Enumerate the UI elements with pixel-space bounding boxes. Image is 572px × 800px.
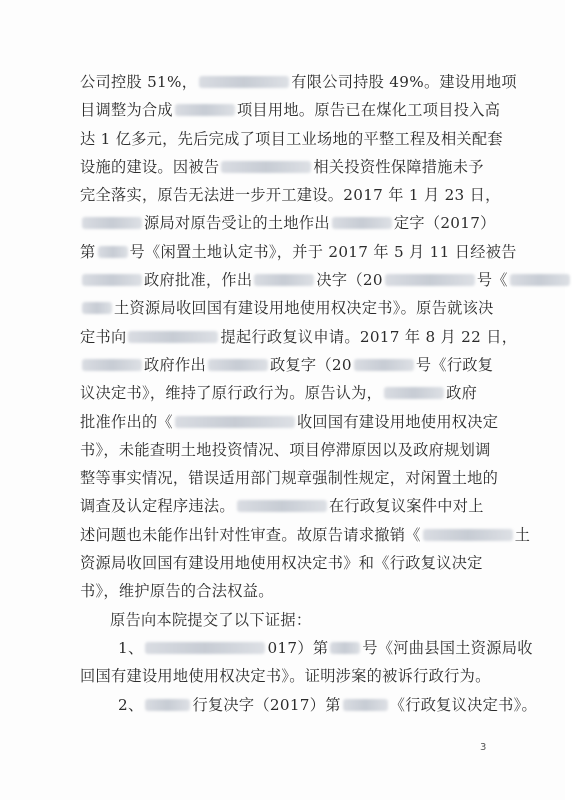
text-line: 设施的建设。因被告 相关投资性保障措施未予: [80, 157, 484, 176]
redaction-mark: [332, 217, 392, 229]
text-line: 源局对原告受让的土地作出 定字（2017）: [80, 209, 512, 237]
redaction-mark: [82, 359, 142, 371]
text-line: 土资源局收回国有建设用地使用权决定书》。原告就该决: [80, 294, 512, 322]
text-line: 回国有建设用地使用权决定书》。证明涉案的被诉行政行为。: [80, 667, 491, 686]
redaction-mark: [254, 274, 314, 286]
text-line: 第 号《闲置土地认定书》，并于 2017 年 5 月 11 日经被告: [80, 242, 517, 261]
text-line: 目调整为合成 项目用地。原告已在煤化工项目投入高: [80, 101, 501, 120]
text-line: 1、 017）第 号《河曲县国土资源局收: [118, 638, 533, 657]
redaction-mark: [199, 76, 289, 88]
page-number: 3: [480, 742, 487, 753]
redaction-mark: [82, 217, 142, 229]
text-line: 批准作出的《 收回国有建设用地使用权决定: [80, 412, 499, 431]
redaction-mark: [221, 161, 311, 173]
text-line: 调查及认定程序违法。 在行政复议案件中对上: [80, 497, 484, 516]
redaction-mark: [237, 500, 327, 512]
text-line: 政府批准，作出 决字（20 号《: [80, 266, 512, 294]
text-line: 2、 行复决字（2017）第 《行政复议决定书》。: [118, 695, 537, 714]
text-line: 定书向 提起行政复议申请。2017 年 8 月 22 日，: [80, 327, 518, 346]
redaction-mark: [98, 246, 128, 258]
text-line: 议决定书》，维持了原行政行为。原告认为， 政府: [80, 384, 478, 403]
redaction-mark: [128, 331, 218, 343]
redaction-mark: [175, 104, 235, 116]
text-line: 公司控股 51%， 有限公司持股 49%。建设用地项: [80, 73, 517, 91]
text-line: 达 1 亿多元，先后完成了项目工业场地的平整工程及相关配套: [80, 129, 503, 148]
redaction-mark: [82, 274, 142, 286]
redaction-mark: [384, 387, 444, 399]
document-body: [80, 68, 537, 719]
redaction-mark: [145, 642, 265, 654]
redaction-mark: [145, 699, 190, 711]
text-line: 政府作出 政复字（20 号《行政复: [80, 351, 512, 379]
redaction-mark: [343, 699, 388, 711]
text-line: 完全落实，原告无法进一步开工建设。2017 年 1 月 23 日，: [80, 186, 501, 205]
redaction-mark: [510, 274, 570, 286]
redaction-mark: [385, 274, 475, 286]
text-line: 书》，维护原告的合法权益。: [80, 582, 274, 601]
redaction-mark: [423, 529, 513, 541]
text-line: 书》，未能查明土地投资情况、项目停滞原因以及政府规划调: [80, 440, 491, 459]
redaction-mark: [175, 416, 295, 428]
redaction-mark: [82, 302, 112, 314]
text-line: 资源局收回国有建设用地使用权决定书》和《行政复议决定: [80, 554, 483, 573]
redaction-mark: [354, 359, 414, 371]
text-line: 原告向本院提交了以下证据：: [110, 610, 312, 629]
text-line: 述问题也未能作出针对性审查。故原告请求撤销《 土: [80, 525, 531, 544]
text-line: 整等事实情况，错误适用部门规章强制性规定，对闲置土地的: [80, 469, 499, 488]
redaction-mark: [330, 642, 360, 654]
redaction-mark: [208, 359, 268, 371]
